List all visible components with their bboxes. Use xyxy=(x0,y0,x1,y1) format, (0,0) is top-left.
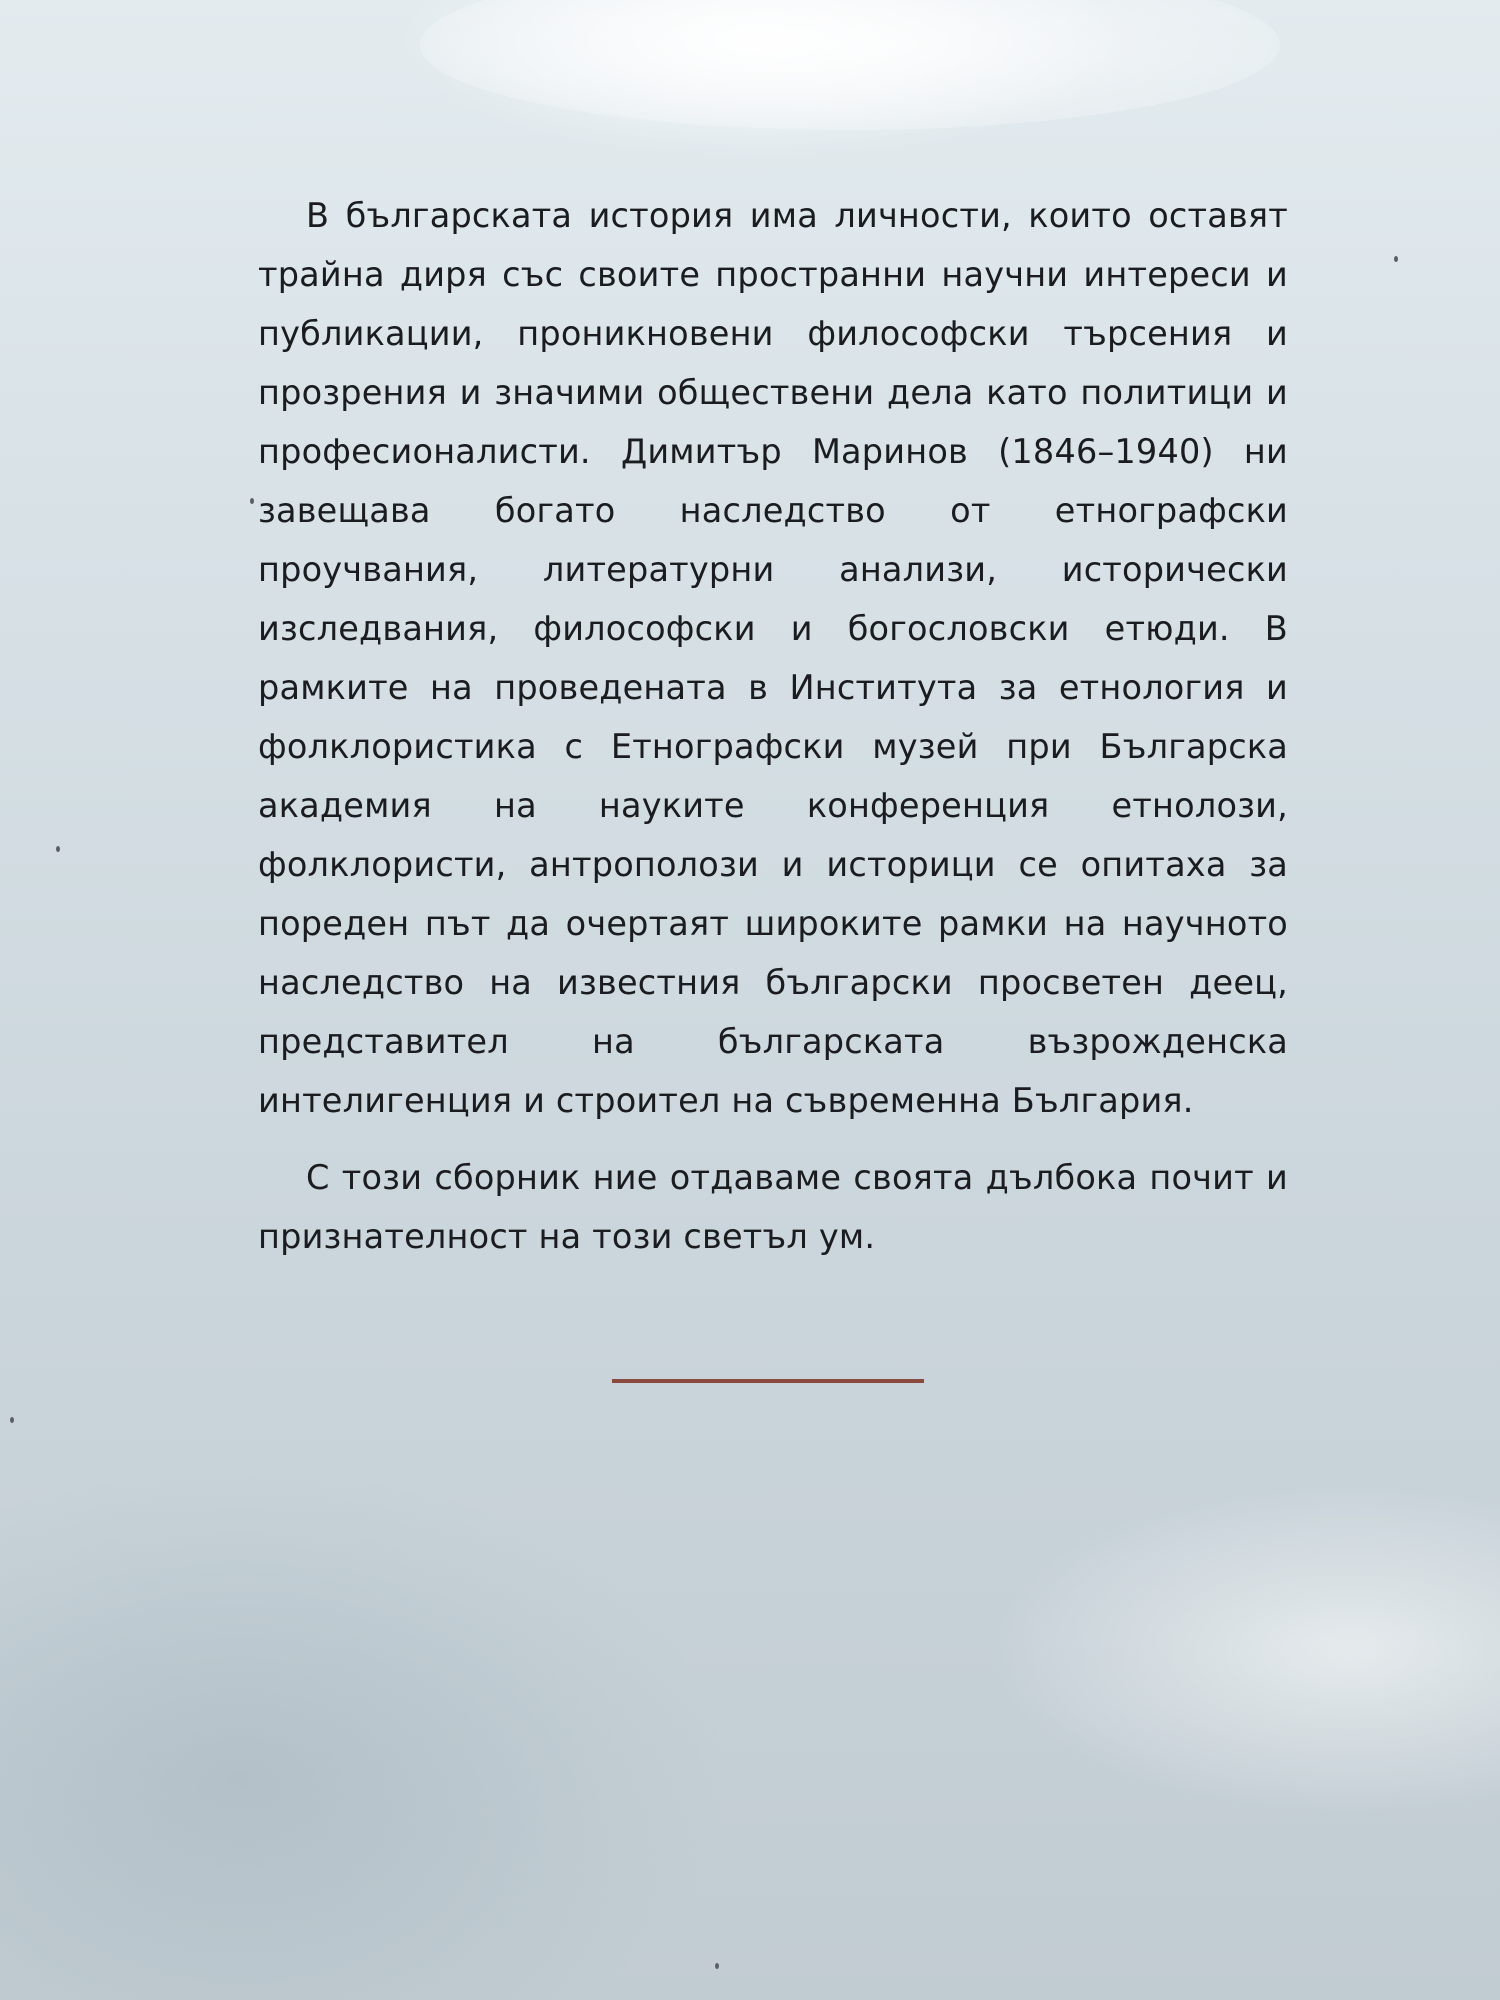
dust-speck xyxy=(10,1417,14,1423)
dust-speck xyxy=(715,1963,719,1969)
dust-speck xyxy=(250,498,254,504)
paragraph-dedication: С този сборник ние отдаваме своята дълбока почит и признателност на този светъл ум. xyxy=(258,1158,1288,1256)
paragraph-intro: В българската история има личности, които оставят трайна диря със своите пространни научни интереси и публикации, проникновени философски търсения и прозрения и значими обществени дела като политици и професионалисти. Димитър Маринов (1846–1940) ни завещава богато наследство от етнографски проучвания, литературни анализи, исторически изследвания, философски и богословски етюди. В рамките на проведената в Института за етнология и фолклористика с Етнографски музей при Българска академия на науките конференция етнолози, фолклористи, антрополози и историци се опитаха за пореден път да очертаят широките рамки на научното наследство на известния български просветен деец, представител на българската възрожденска интелигенция и строител на съвременна България. xyxy=(258,196,1288,1120)
dust-speck xyxy=(1394,256,1398,262)
divider-line xyxy=(612,1379,924,1383)
cover-text xyxy=(258,186,1288,1266)
dust-speck xyxy=(56,846,60,852)
light-glare xyxy=(420,0,1280,130)
